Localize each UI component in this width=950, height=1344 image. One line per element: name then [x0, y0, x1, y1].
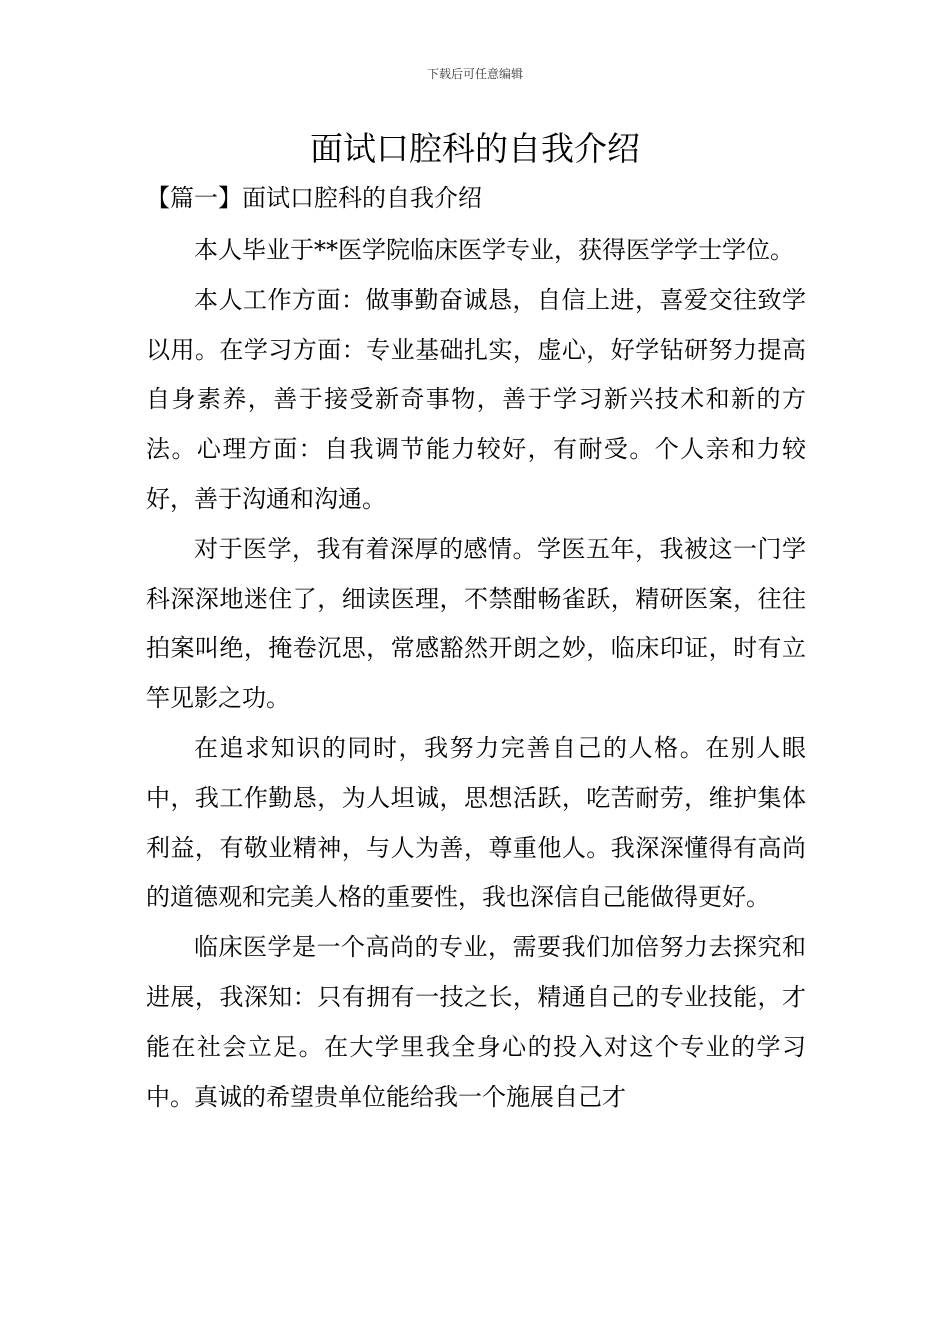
paragraph-5: 临床医学是一个高尚的专业，需要我们加倍努力去探究和进展，我深知：只有拥有一技之长，精通自己的专业技能，才能在社会立足。在大学里我全身心的投入对这个专业的学习中。真诚的希望贵单位能给我一个施展自己才 — [146, 933, 806, 1111]
paragraph-4: 在追求知识的同时，我努力完善自己的人格。在别人眼中，我工作勤恳，为人坦诚，思想活跃，吃苦耐劳，维护集体利益，有敬业精神，与人为善，尊重他人。我深深懂得有高尚的道德观和完美人格的重要性，我也深信自己能做得更好。 — [146, 733, 806, 912]
section-heading: 【篇一】面试口腔科的自我介绍 — [146, 184, 482, 212]
paragraph-1: 本人毕业于**医学院临床医学专业，获得医学学士学位。 — [194, 236, 794, 264]
paragraph-3: 对于医学，我有着深厚的感情。学医五年，我被这一门学科深深地迷住了，细读医理，不禁酣畅雀跃，精研医案，往往拍案叫绝，掩卷沉思，常感豁然开朗之妙，临床印证，时有立竿见影之功。 — [146, 534, 806, 713]
document-body — [146, 226, 806, 1122]
page-header-note: 下载后可任意编辑 — [426, 67, 523, 81]
paragraph-2: 本人工作方面：做事勤奋诚恳，自信上进，喜爱交往致学以用。在学习方面：专业基础扎实，虚心，好学钻研努力提高自身素养，善于接受新奇事物，善于学习新兴技术和新的方法。心理方面：自我调节能力较好，有耐受。个人亲和力较好，善于沟通和沟通。 — [146, 285, 806, 513]
document-title: 面试口腔科的自我介绍 — [310, 129, 640, 168]
